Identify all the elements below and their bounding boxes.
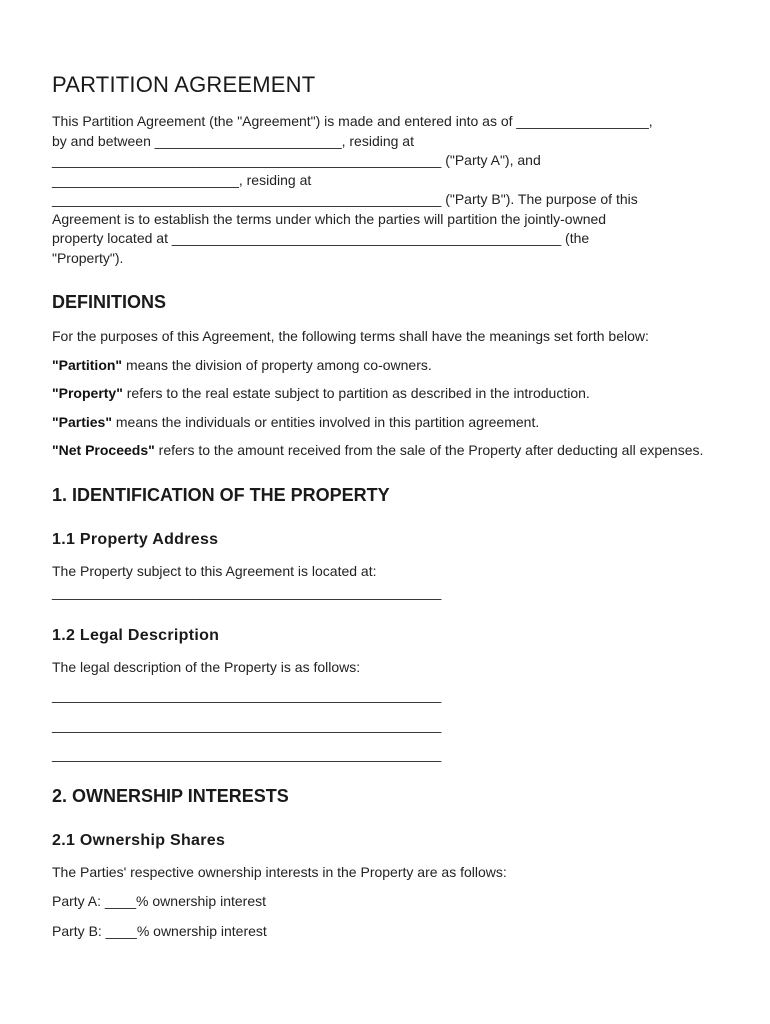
definition-item xyxy=(52,441,722,461)
legal-description-text: The legal description of the Property is as follows: xyxy=(52,658,361,675)
section-2-heading: 2. OWNERSHIP INTERESTS xyxy=(52,785,289,806)
definitions-lead: For the purposes of this Agreement, the following terms shall have the meanings set forth below: xyxy=(52,328,649,344)
legal-description-blank[interactable]: __________________________________________________ xyxy=(52,687,442,703)
party-a-share: Party A: ____% ownership interest xyxy=(52,893,267,909)
subsection-1-2-heading: 1.2 Legal Description xyxy=(52,626,220,644)
definition-text: refers to the real estate subject to partition as described in the introduction. xyxy=(122,385,590,401)
legal-description-blank[interactable]: __________________________________________________ xyxy=(52,716,442,733)
intro-paragraph: This Partition Agreement (the "Agreement") is made and entered into as of _________________, by and between ________________________, residing at __________________________________________________ ("Party A"), and ________________________, residing at __________________________________________________ ("Party B"). The purpose of this Agreement is to establish the terms under which the parties will partition the jointly-owned property located at __________________________________________________ (the "Property"). xyxy=(52,113,653,266)
definition-term: "Property" xyxy=(52,385,123,401)
definition-text: means the individuals or entities involved in this partition agreement. xyxy=(111,413,540,430)
definition-term: "Partition" xyxy=(52,356,123,373)
document-title: PARTITION AGREEMENT xyxy=(52,72,316,97)
definitions-heading: DEFINITIONS xyxy=(52,292,167,312)
property-address-blank[interactable]: __________________________________________________ xyxy=(52,584,442,600)
section-1-heading: 1. IDENTIFICATION OF THE PROPERTY xyxy=(52,484,390,505)
definition-item xyxy=(52,384,722,404)
ownership-shares-text: The Parties' respective ownership interests in the Property are as follows: xyxy=(52,863,507,880)
definition-term: "Parties" xyxy=(52,413,112,430)
definition-text: means the division of property among co-owners. xyxy=(122,356,432,373)
definition-text: refers to the amount received from the sale of the Property after deducting all expenses. xyxy=(154,442,704,458)
property-address-text: The Property subject to this Agreement is located at: xyxy=(52,562,377,579)
definition-item xyxy=(52,356,722,376)
subsection-2-1-heading: 2.1 Ownership Shares xyxy=(52,831,226,849)
party-b-share: Party B: ____% ownership interest xyxy=(52,922,267,939)
subsection-1-1-heading: 1.1 Property Address xyxy=(52,530,219,548)
legal-description-blank[interactable]: __________________________________________________ xyxy=(52,746,442,762)
document-page xyxy=(52,72,722,941)
definition-item xyxy=(52,413,722,433)
definition-term: "Net Proceeds" xyxy=(52,442,155,458)
